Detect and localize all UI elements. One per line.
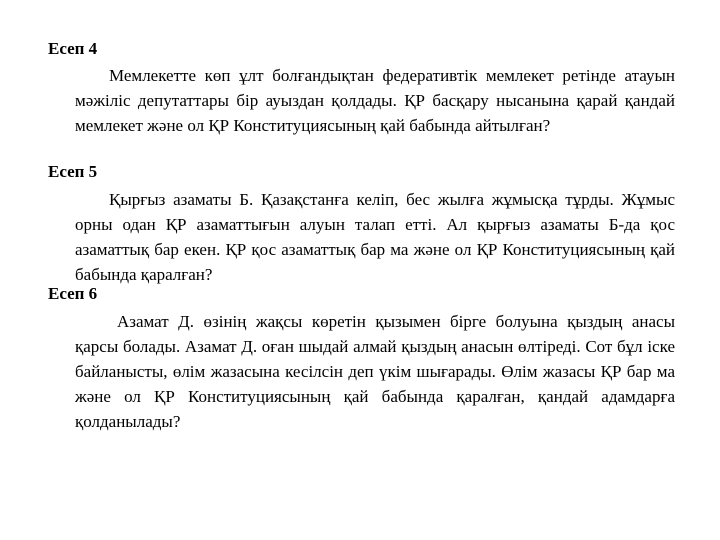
problem-5-body: Қырғыз азаматы Б. Қазақстанға келіп, бес жылға жұмысқа тұрды. Жұмыс орны одан ҚР азаматтығын алуын талап етті. Ал қырғыз азаматы Б-да қос азаматтық бар екен. ҚР қос азаматтық бар ма және ол ҚР Конституциясының қай бабында қаралған? [75,190,675,284]
problem-4-heading: Есеп 4 [48,39,98,58]
problem-6-text [75,309,675,434]
problem-5-text [75,187,675,287]
problem-5-heading: Есеп 5 [48,162,98,181]
problem-6-body: Азамат Д. өзінің жақсы көретін қызымен бірге болуына қыздың анасы қарсы болады. Азамат Д. оған шыдай алмай қыздың анасын өлтіреді. Сот бұл іске байланысты, өлім жазасына кесілсін деп үкім шығарады. Өлім жазасы ҚР бар ма және ол ҚР Конституциясының қай бабында қаралған, қандай адамдарға қолданылады? [75,312,675,431]
problem-4-body: Мемлекетте көп ұлт болғандықтан федеративтік мемлекет ретінде атауын мәжіліс депутаттары бір ауыздан қолдады. ҚР басқару нысанына қарай қандай мемлекет және ол ҚР Конституциясының қай бабында айтылған? [75,66,675,135]
problem-6-heading: Есеп 6 [48,284,98,303]
problem-4-text [75,63,675,138]
